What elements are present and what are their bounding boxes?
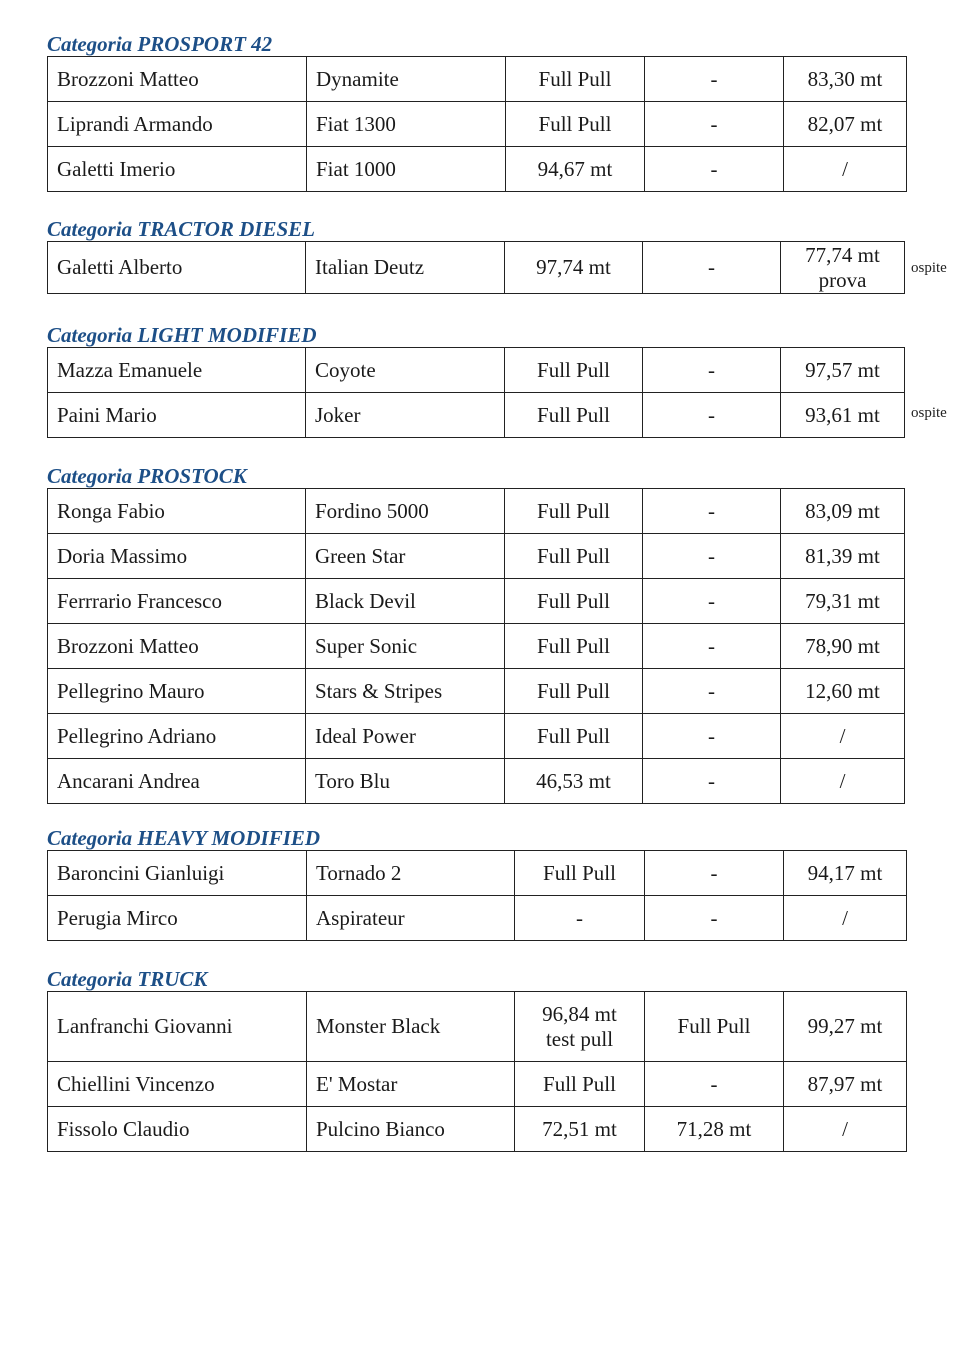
final-cell: / bbox=[784, 1107, 907, 1152]
tractor-cell: Monster Black bbox=[307, 992, 515, 1062]
tractor-cell: Tornado 2 bbox=[307, 851, 515, 896]
first-pull-cell: Full Pull bbox=[505, 669, 643, 714]
tractor-cell: Green Star bbox=[306, 534, 505, 579]
table-row bbox=[48, 1062, 907, 1107]
table-row bbox=[48, 759, 905, 804]
final-cell: 93,61 mt bbox=[781, 393, 905, 438]
driver-cell: Perugia Mirco bbox=[48, 896, 307, 941]
final-cell: 12,60 mt bbox=[781, 669, 905, 714]
results-table bbox=[47, 991, 907, 1152]
results-table bbox=[47, 488, 905, 804]
first-pull-cell: Full Pull bbox=[515, 1062, 645, 1107]
category-title: Categoria PROSPORT 42 bbox=[47, 32, 273, 56]
table-row bbox=[48, 669, 905, 714]
table-row bbox=[48, 992, 907, 1062]
driver-cell: Ferrrario Francesco bbox=[48, 579, 306, 624]
table-row bbox=[48, 624, 905, 669]
tractor-cell: Fiat 1300 bbox=[307, 102, 506, 147]
first-pull-cell: 96,84 mt test pull bbox=[515, 992, 645, 1062]
second-pull-cell: - bbox=[645, 57, 784, 102]
final-cell: 79,31 mt bbox=[781, 579, 905, 624]
first-pull-cell: 97,74 mt bbox=[505, 242, 643, 294]
second-pull-cell: 71,28 mt bbox=[645, 1107, 784, 1152]
driver-cell: Paini Mario bbox=[48, 393, 306, 438]
first-pull-cell: 46,53 mt bbox=[505, 759, 643, 804]
second-pull-cell: - bbox=[643, 348, 781, 393]
final-cell: 97,57 mt bbox=[781, 348, 905, 393]
second-pull-cell: - bbox=[643, 624, 781, 669]
tractor-cell: Pulcino Bianco bbox=[307, 1107, 515, 1152]
results-table bbox=[47, 850, 907, 941]
second-pull-cell: - bbox=[645, 1062, 784, 1107]
second-pull-cell: - bbox=[643, 669, 781, 714]
final-cell: 82,07 mt bbox=[784, 102, 907, 147]
table-row bbox=[48, 102, 907, 147]
second-pull-cell: - bbox=[643, 534, 781, 579]
tractor-cell: Ideal Power bbox=[306, 714, 505, 759]
final-cell: / bbox=[781, 714, 905, 759]
first-pull-cell: 94,67 mt bbox=[506, 147, 645, 192]
final-cell: / bbox=[784, 896, 907, 941]
final-cell: 77,74 mt prova bbox=[781, 242, 905, 294]
final-cell: 99,27 mt bbox=[784, 992, 907, 1062]
table-row bbox=[48, 489, 905, 534]
table-row bbox=[48, 896, 907, 941]
tractor-cell: Coyote bbox=[306, 348, 505, 393]
guest-note: ospite bbox=[911, 405, 947, 421]
results-table bbox=[47, 56, 907, 192]
driver-cell: Galetti Imerio bbox=[48, 147, 307, 192]
second-pull-cell: - bbox=[643, 579, 781, 624]
driver-cell: Ronga Fabio bbox=[48, 489, 306, 534]
tractor-cell: Toro Blu bbox=[306, 759, 505, 804]
driver-cell: Fissolo Claudio bbox=[48, 1107, 307, 1152]
tractor-cell: Fordino 5000 bbox=[306, 489, 505, 534]
tractor-cell: Aspirateur bbox=[307, 896, 515, 941]
first-pull-cell: Full Pull bbox=[505, 393, 643, 438]
tractor-cell: Italian Deutz bbox=[306, 242, 505, 294]
second-pull-cell: - bbox=[645, 147, 784, 192]
driver-cell: Baroncini Gianluigi bbox=[48, 851, 307, 896]
first-pull-cell: Full Pull bbox=[505, 624, 643, 669]
final-cell: / bbox=[784, 147, 907, 192]
table-row bbox=[48, 714, 905, 759]
second-pull-cell: - bbox=[643, 714, 781, 759]
table-row bbox=[48, 57, 907, 102]
guest-note: ospite bbox=[911, 260, 947, 276]
second-pull-cell: - bbox=[643, 393, 781, 438]
table-row bbox=[48, 1107, 907, 1152]
driver-cell: Pellegrino Adriano bbox=[48, 714, 306, 759]
first-pull-cell: Full Pull bbox=[505, 489, 643, 534]
driver-cell: Pellegrino Mauro bbox=[48, 669, 306, 714]
first-pull-cell: Full Pull bbox=[505, 579, 643, 624]
category-title: Categoria PROSTOCK bbox=[47, 464, 247, 488]
table-row bbox=[48, 348, 905, 393]
driver-cell: Galetti Alberto bbox=[48, 242, 306, 294]
first-pull-cell: Full Pull bbox=[506, 102, 645, 147]
driver-cell: Doria Massimo bbox=[48, 534, 306, 579]
final-cell: 83,09 mt bbox=[781, 489, 905, 534]
table-row bbox=[48, 147, 907, 192]
tractor-cell: Super Sonic bbox=[306, 624, 505, 669]
table-row bbox=[48, 242, 905, 294]
category-title: Categoria TRACTOR DIESEL bbox=[47, 217, 315, 241]
tractor-cell: Joker bbox=[306, 393, 505, 438]
driver-cell: Brozzoni Matteo bbox=[48, 57, 307, 102]
second-pull-cell: - bbox=[645, 102, 784, 147]
table-row bbox=[48, 393, 905, 438]
first-pull-cell: - bbox=[515, 896, 645, 941]
tractor-cell: Dynamite bbox=[307, 57, 506, 102]
second-pull-cell: Full Pull bbox=[645, 992, 784, 1062]
category-title: Categoria LIGHT MODIFIED bbox=[47, 323, 317, 347]
results-table bbox=[47, 241, 905, 294]
table-row bbox=[48, 579, 905, 624]
second-pull-cell: - bbox=[645, 896, 784, 941]
driver-cell: Ancarani Andrea bbox=[48, 759, 306, 804]
final-cell: 87,97 mt bbox=[784, 1062, 907, 1107]
tractor-cell: Black Devil bbox=[306, 579, 505, 624]
second-pull-cell: - bbox=[643, 489, 781, 534]
first-pull-cell: Full Pull bbox=[505, 714, 643, 759]
driver-cell: Brozzoni Matteo bbox=[48, 624, 306, 669]
driver-cell: Lanfranchi Giovanni bbox=[48, 992, 307, 1062]
first-pull-cell: 72,51 mt bbox=[515, 1107, 645, 1152]
category-title: Categoria HEAVY MODIFIED bbox=[47, 826, 321, 850]
second-pull-cell: - bbox=[645, 851, 784, 896]
driver-cell: Chiellini Vincenzo bbox=[48, 1062, 307, 1107]
first-pull-cell: Full Pull bbox=[505, 348, 643, 393]
tractor-cell: Fiat 1000 bbox=[307, 147, 506, 192]
driver-cell: Mazza Emanuele bbox=[48, 348, 306, 393]
final-cell: 83,30 mt bbox=[784, 57, 907, 102]
results-table bbox=[47, 347, 905, 438]
tractor-cell: E' Mostar bbox=[307, 1062, 515, 1107]
first-pull-cell: Full Pull bbox=[515, 851, 645, 896]
final-cell: / bbox=[781, 759, 905, 804]
final-cell: 81,39 mt bbox=[781, 534, 905, 579]
table-row bbox=[48, 534, 905, 579]
table-row bbox=[48, 851, 907, 896]
final-cell: 78,90 mt bbox=[781, 624, 905, 669]
tractor-cell: Stars & Stripes bbox=[306, 669, 505, 714]
second-pull-cell: - bbox=[643, 242, 781, 294]
final-cell: 94,17 mt bbox=[784, 851, 907, 896]
second-pull-cell: - bbox=[643, 759, 781, 804]
driver-cell: Liprandi Armando bbox=[48, 102, 307, 147]
first-pull-cell: Full Pull bbox=[505, 534, 643, 579]
first-pull-cell: Full Pull bbox=[506, 57, 645, 102]
category-title: Categoria TRUCK bbox=[47, 967, 208, 991]
